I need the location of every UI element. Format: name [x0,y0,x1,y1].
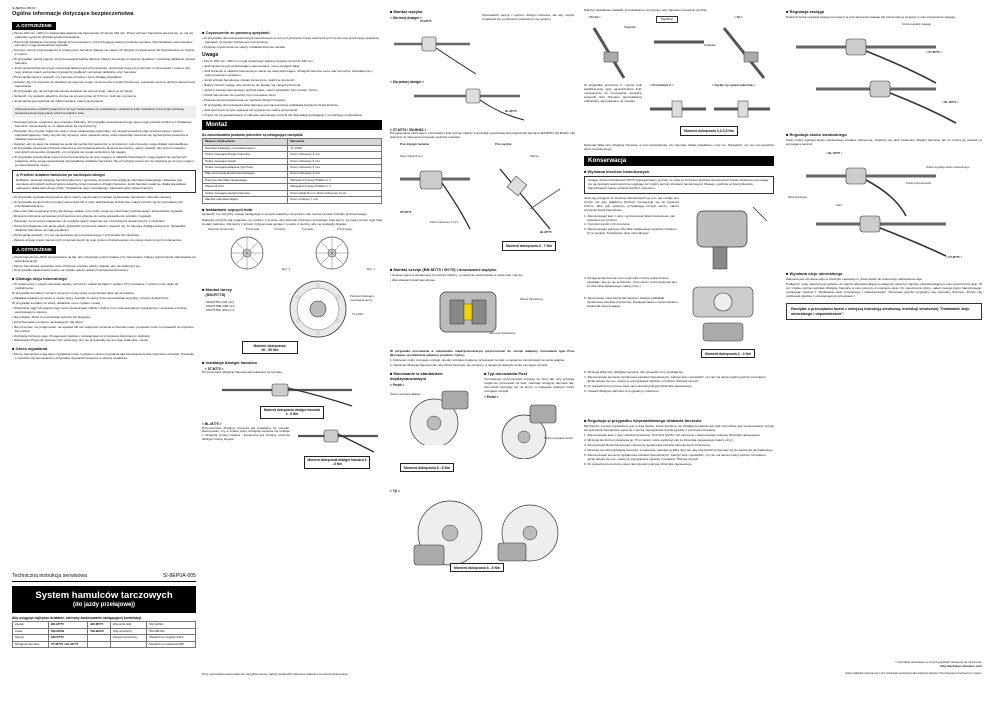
hose-sub-heading: < ST-M776 / SM-BH63 > [390,127,427,132]
list-item: • Przechowywać w miejscu niedostępnym dla dzieci. [12,319,84,324]
table-cell: Śruba mocująca wężyka hamulca [203,190,288,196]
table-cell [110,641,147,647]
figure-label: Kierunek obrotu koła [208,227,234,232]
disc-heading: ■ Montaż tarczy (SM-RT78) [202,287,232,298]
figure-label: Przód koła [246,227,260,232]
figure-label: Klucz płaski 8 mm [400,154,423,159]
warning-icon: ⚠ [16,173,20,178]
hose-fitting-icon [390,149,570,239]
brake-lever-icon [202,376,382,408]
oil-change-text: Zalecana jest wymiana oleju w zbiorniku zapasowym, jeżeli doszło do znacznego odbarwienia oleju. [786,276,923,281]
disc-models [206,301,235,312]
footer [786,661,982,675]
list-item: • Jeżeli szczęki hamulcowe zostały zamoczone, należy je wymienić. [202,78,295,83]
disc-caliper-icon [484,399,574,459]
intl-figure [390,387,478,445]
list-item: • Jeżeli tarcza jest pęknięta lub zdeformowana, należy ją wymienić. [12,98,104,103]
spoke-diagram-icon [202,233,382,273]
table-cell: SM-HANG [147,622,196,628]
table-cell: BR-M775 [88,622,110,628]
figure-label: Śruba regulacji zasięgu [902,22,932,27]
list-item: 2. Wcisnąć tłoczki bez obracania go. (Tym razem może wypłynąć olej ze zbiornika zapasowego należy użyć.) [584,438,734,442]
list-item: • Szczęki i tarcza rozgrzewają się w czasie pracy hamulca, dlatego nie należy ich dotykać w czasie jazdy lub bezpośrednio po zejściu z roweru. [12,48,195,57]
list-item: • Tarcze 203 mm i 180 mm zapewniają większą siłę hamowania niż tarcze 160 mm. Przed użyciem hamulców upewnij się, że ma się całkowite wyczucie charakterystyki hamowania. [12,30,194,39]
figure-label: BL-M775 [505,108,517,113]
spoke-text: Sprawdź, czy szprychy zostały naciągnięte w sposób pokazany na rysunku. Nie można używać montażu promieniowego. [202,212,368,217]
burn-in-heading: ■ Okres wypalania [12,346,48,352]
table-cell: Klucz imbusowy 5 mm [288,158,382,164]
figure-label: Przód piasty [337,227,353,232]
list-item: SM-RT78S (160 mm) [206,307,235,312]
list-item: 3. Zamontować klocki hamulcowe i elementy dystansowe klocków hamulcowych (czerwone). [584,442,711,447]
cable-guide-figure [646,84,774,140]
list-item: • Nie połykać. Może to powodować wymioty lub biegunkę. [12,314,92,319]
list-item: 6. Wcisnąć kilka razy dźwignię hamulca, aby sprawdzić czy uzyskała się. [584,370,684,375]
torque-box: Moment dokręcania 6 - 8 Nm [400,463,454,472]
caliper-icon [410,284,530,348]
table-cell: Wspornik linki [203,184,288,190]
page-title: Ogólne informacje dotyczące bezpieczeństwa [12,10,134,17]
list-item: • W przypadku mokrej pogody, drogi hamowania będzie dłuższa. Należy wcześniej zmniejszyć prędkość i wcześniej delikatnie używać hamulca. [12,57,196,66]
column-safety [12,7,196,567]
table-row [203,197,382,203]
list-item: • W czasie pracy z olejem stosować okulary ochronne i unikać kontaktu z oczami. Przy kontakcie z oczami może dojść do podrażnienia. [12,282,179,290]
table-cell: Metaliczna metalowa M06 [147,641,196,647]
figure-label: TL-LR15 [352,312,363,317]
figure-label: Nakładka [704,43,716,48]
list-item: • Zawsze używaj części zamiennych przeznaczonych do tego systemu hamulcowego; nie stosuj części innych producentów. [12,238,182,243]
list-item: SM-RT78L (203 mm) [206,300,235,305]
lever-hose-icon [390,24,480,80]
hose-text: Wprowadzić wężyk z wężem dźwigni hamulca, tak aby wężyk znajdował się w położeniu pokazanym na rysunku. [482,12,574,21]
uwaga-heading: Uwaga [202,52,219,59]
table-cell: Pierścień blokujący mocowania tarczy [203,145,288,151]
lever-hose-icon [410,84,530,124]
figure-label: < ST-M775 > [926,50,943,55]
figure-label: Punkt styku klocków [906,181,932,186]
list-item: 6. Po sprawdzeniu poziomu oleju zamontować pokrywę zbiornika zapasowego. [584,461,693,466]
column-hose [390,9,575,694]
table-cell: Klucz płaski 8 mm / klucz imbusowy 3 mm [288,190,382,196]
footer-url: http://techdocs.shimano.com [940,663,982,668]
table-cell [88,641,110,647]
list-item: • Jeżeli w zacisku hamulcowym słychać hałas, należy sprawdzić stan szczęk i tarczy. [202,88,319,93]
fork-frame-icon [584,22,774,82]
table-cell: Śruba mocująca dźwigni hamulca [203,152,288,158]
list-item: • W przypadku wystąpienia wycieków płynu należy natychmiast przerwać użytkowanie hamulców i dokonać naprawy. [12,195,172,200]
torque-box: Moment dokręcania dźwigni hamulca 6 - 8 Nm [304,456,370,469]
tools-table [202,138,382,203]
footer-text: * Instrukcje serwisowe w innych językach dostępne są na stronie: [895,660,982,664]
table-cell: Wkrętak krzyżowy Phillips nr 1 [288,177,382,183]
table-cell: Zacisk [13,622,49,628]
title-block [12,573,196,693]
list-item: 2. Nacisnąć dźwignię hamulca tak, aby klocki zacisnęły się na tarczy, a następnie dokręcić śruby mocujące szczęki. [390,363,548,368]
warning-heading: ⚠ OSTRZEŻENIE [12,22,56,30]
table-cell: TL-LR15 [288,145,382,151]
table-cell: SM-DB-OIL [147,628,196,634]
table-header: Miejsce użytkowania [203,139,288,145]
reach-heading: ■ Regulacja zasięgu [786,9,825,14]
figure-label: Element dystansowy [490,330,516,335]
list-item: • Wdychanie mgły lub oparów oleju może spowodować mdłości. Zakryć nos i usta specjalnym respiratorem i stosować w dobrze wentylowanym miejscu. [12,305,187,314]
list-item: • Przed przystąpieniem do jazdy należy sprawdzić szczelność układu i upewnić się, że hamulce działają skutecznie. Sprawdzić działanie hamulców na małej prędkości. [12,224,186,233]
torque-box: Moment dokręcania 2 - 4 Nm [701,349,755,358]
figure-label: < BL-M775 > [942,100,959,105]
montaz-heading: Montaż [202,120,382,130]
torque-box: Moment dokręcania: 40 - 50 Nm [242,341,298,354]
lever-action-box [12,170,196,193]
figure-label: Śruba mocująca zacisk [544,436,573,441]
tools-heading: Do zamontowania produktu potrzebne są następujące narzędzia. [202,132,304,137]
intl-heading: ■ Mocowanie w standardzie międzynarodowym [390,371,443,382]
mineral-oil-heading: ■ Obsługa oleju mineralnego [12,276,67,282]
table-header: Narzędzie [288,139,382,145]
figure-label: Śruba regulacji skoku swobodnego [926,165,970,170]
note-box: Zabezpieczenie szybkich połączeń musi być zamocowane po prawidłowym ustawieniu koła. Dokładnie przeczytaj instrukcję serwisową dotyczącą piasty przed montażem koła. [12,106,196,118]
list-item: • Przeczytaj dokładnie instrukcję obsługi przed montażem i przestrzegaj jej zaleceń podczas montażu. Nieprawidłowo zamontowane elementy mogą spowodować wypadek. [12,39,193,48]
spoke-text-2: Najlepiej szprychy jak pokazano na rysunku 1 poniżej, aby kierunek przesuwu przedniego koła tarczy, po lewej stronie tego koła zostały założone. Dla tarczy z przodu i tylnego koła wynika z rysunku 2 poniżej, aby nie wystąpiły drgania. [202,217,382,226]
list-item: 7. Zdemontować elementy dystansowe klocków hamulcowych, założyć koło i sprawdzić, czy nie ma tarcia między tarczą i szczękami. Jeżeli dotyka się one, należy je wyregulować zgodnie z punktem "Montaż szczęk". [584,375,767,384]
pads-heading: ■ Wymiana klocków hamulcowych [584,169,650,175]
list-item: • Zakładać rękawice gumowe w czasie pracy. Kontakt ze skórą może spowodować wysypkę i uczucie dyskomfortu. [12,295,170,300]
piston-adjust-heading: ■ Regulacja w przypadku nieprawidłowego działania tłoczków [584,418,702,424]
spoke-heading: ■ Nakładanie szprych koła [202,206,252,212]
rear-figure [390,493,575,583]
pad-removal-icon [683,197,773,277]
list-item: 9. Ustawić dźwignię hamulca w oryginalnym położeniu. [584,389,660,394]
mineral-oil-list [12,283,196,343]
tech-label: Techniczna instrukcja serwisowa [12,573,87,579]
list-item: • Zamontować klocki hamulcowe. [390,277,436,282]
rear-caliper-icon [390,493,570,573]
bottom-text: Przy mocowaniu elementów do ramy/kierownicy należy sprawdzić zalecane wartości momentu dokręcania. [202,672,349,676]
list-item: • Usunąć element dystansowy (w kolorze żółtym), a następnie zamontować w ramie koło i tarczę. [390,273,523,278]
hose-right-label: < Dla prawej dźwigni > [390,79,425,84]
list-item: • Wskazówki: Pojemnik powinien być zamknięty, aby nie przedostały się do niego ciała obce i woda. [12,338,149,343]
disc-section [202,279,382,357]
pad-install-figure [683,277,773,367]
list-item: W przypadku kontaktu ze skórą, dokładnie umyć mydłem i wodą. [12,300,101,305]
tech-code: SI-8EP0A-005 [162,573,196,579]
column-maintenance [584,9,774,694]
cable-guide-icon [646,89,774,129]
list-item: • Należy zwrócić uwagę, aby na tarczę nie dostały się zanieczyszczenia. [202,83,302,88]
uwaga-box: Uwaga: System hamulcowy M775 zaprojektowany jest tak, że wraz ze zużyciem klocków hamulcowych tłoczki stopniowo wysuwają się na zewnątrz automatycznie regulując luz między tarczą i klockami hamulcowymi. Dlatego, podczas wymiany klocków hamulcowych należy wcisnąć tłoczki z powrotem. [584,176,774,194]
figure-label: ST-M775 [400,210,412,215]
box-heading: Przednie działanie hamulców po naciśnięciu dźwigni [19,173,105,178]
figure-label: ST-M775 [420,18,432,23]
post-figure [484,399,574,459]
list-item: 5. Zamocować nowe klocki hamulcowe i założyć podkładki dystansowe klocków (czerwone). Pamiętać także o zamontowaniu zawleczki sprężynującej. [584,296,678,309]
lever-reach-icon [786,27,982,127]
list-item: • Nie przecinać, nie podgrzewać, nie spawać lub nie zwiększać ciśnienia w zbiorniku oleju, ponieważ może to prowadzić do wybuchu lub pożaru. [12,324,194,333]
table-cell: Linka [13,628,49,634]
main-title: System hamulców tarczowych [35,589,173,601]
cable-figure [584,14,774,84]
uwaga-list [202,60,382,117]
table-cell: Pokrywa zbiornika zapasowego [203,177,288,183]
hose-nut-figure [390,141,575,259]
hose-heading: ■ Montaż wężyka [390,9,423,14]
figure-label: < Tył > [734,15,743,20]
figure-label: Rys. 1 [282,267,290,272]
lever-model: < ST-M775 > [205,366,224,371]
caliper-heading: ■ Montaż szczęk (BR-M775 / M775) i mocowanie wężyka. [390,267,497,273]
pad-removal-figure [683,197,773,277]
list-item: • Tarcze 203 mm i 180 mm mogą wykazywać większe drgania niż tarcze 160 mm. [202,59,314,64]
lever-figure [202,376,382,416]
piston-adjust-text: Mechanizm szczęk wyposażony jest w dwa tłoczki. Jeżeli tłoczki te nie działają poprawnie lub jeśli niemożliwe jest zamontowanie szczęk lub jeśli klocki hamulcowe styka się z tarczą, wyregulować tłoczki zgodnie z poniższą procedurą. [584,423,774,432]
list-item: W przypadku kontaktu z oczami, przemyć czystą wodą i natychmiast udać się do lekarza. [12,290,135,295]
warning-list-3 [12,196,196,243]
figure-label: Klocek hamulcowy [520,296,544,301]
list-item: 2. Oczyścić tłoczki i ich otoczenie. [584,222,631,227]
list-item: 3. Zdemontować pokrywę zbiornika zapasowego zgodnie z krokiem (1) w punkcie "Dodawanie oleju mineralnego". [584,227,677,236]
list-item: 1. Zdemontować koło z ramy i wymontować klocki hamulcowe, jak pokazano na rysunku. [584,213,675,222]
list-item: • Uważać, aby do oleju nie dostała się woda lub pęcherzyki powietrza, w przeciwnym razie hamulce mogą działać nieprawidłowo. [12,141,189,146]
table-cell: Śruba mocująca adaptera (typ Post) [203,165,288,171]
table-cell: Śruba mocująca zacisk [203,158,288,164]
lever-model-2: < BL-M775 > [202,422,222,427]
list-item: • Przed jazdą sprawdź, czy nie ma wycieków płynu hamulcowego z przewodów lub zacisków. [12,233,140,238]
list-item: 1. Dokręcać śruby mocujące szczęki, tak aby szczęka mogła się przesuwać na boki, a następnie zamontować na ramie adapter. [390,358,566,363]
figure-label: Prze wężyka [495,142,512,147]
figure-label: < BL-M775 > [826,151,843,156]
oil-change-text-2: Podłączyć rurkę zakończoną workiem do złączki odpowietrzającej a następnie otworzyć złączkę odpowietrzającą w celu spuszczenia oleju. W tym czasie można naciskać dźwignię hamulca w celu pomocy w usunięciu oleju. Po spuszczeniu płynu, nalać nowego płynu hamulcowego, postępując zgodnie z "Dodawanie oleju mineralnego i odpowietrzanie". (Stosować jedynie oryginalny olej mineralny Shimano. Zużyty olej utylizować zgodnie z obowiązującymi przepisami.) [786,282,982,298]
figure-label: Wężyk [530,154,539,159]
figure-label: BL-M775 [540,230,552,235]
figure-label: < Zwykły typ ogranicznika linki > [712,83,756,88]
list-item: • Podczas demontowania koła nie naciskać dźwigni hamulca. [202,97,286,102]
lever-text-2: Przymocować dźwignię hamulca jak pokazano na rysunku. Zamocować, czy w czasie pracy dźwignia hamulca nie koliduje z dźwignią zmiany biegów i konieczna jest zmiana, ułożenie dźwigni zmiany biegów. [202,425,290,442]
post-heading: ■ Typ mocowania Post [484,371,528,377]
warning-list-2 [12,121,196,168]
table-cell: SM-RT76 [48,635,87,641]
figure-label: Nakładka [624,25,636,30]
adapter-text: W przypadku mocowania w standardzie międzynarodowym przymocować do szczęk adaptery mocowania typu Post. (Dostępne są oddzielnie adaptery przednie i tylne.) [390,348,575,357]
list-item: • Klocki hamulcowe A01S zamontowane są tak, aby zwiększały poziom hałasu przy hamowaniu. Należy wybrać klocki odpowiednie do warunków jazdy. [12,254,196,263]
post-text: Tymczasowo przymocować szczękę do ramy tak, aby szczęka mogła się przesuwać na boki, nacisnąć dźwignię hamulca tak, aby klocki zacisnęły się na tarczy, a następnie dokręcić śruby mocujące szczęki. [484,376,574,393]
title-banner [12,586,196,614]
list-item: 8. Po sprawdzeniu poziomu oleju zamontować pokrywę zbiornika zapasowego. [584,384,693,389]
intl-rear-label: < Tył > [390,489,400,494]
warning-heading-2: ⚠ OSTRZEŻENIE [12,246,56,254]
list-item: • W przypadku zawieszania roweru na stojaku należy unikać przechylania kierownicy. [12,268,129,273]
torque-box: Moment dokręcania dźwigni hamulca 6 - 8 Nm [260,406,324,419]
list-item: • Stosować jedynie oryginalny olej mineralny Shimano. W przypadku stosowania innego oleju mogą powstać problemy z działaniem hamulca i spowodować to, że układ stanie się nieużyteczny. [12,119,193,128]
lever-heading: ■ Instalacja dźwigni hamulca [202,360,257,366]
list-item: 1. Zdemontować koło z ramy i klocki hamulcowe. Oczyścić tłoczki i ich otoczenie i zdemontować pokrywę zbiornika zapasowego. [584,433,761,438]
list-item: • Przed jazdą zawsze sprawdź, czy hamulce przednie i tylne działają prawidłowo. [12,75,123,80]
table-cell: Klucz imbusowy 4 mm [288,152,382,158]
table-cell: Metaliczna (zwykła) A01S [147,635,196,641]
table-cell: Złączka odpowietrzająca [203,197,288,203]
document-code: SI-8EP0A-005-03 [12,7,36,10]
list-item: • Jeżeli powierzchnia drogi jest mokra koła łatwiej tracą przyczepność. Jeżeli koła tracą przyczepność, można upaść z roweru. Aby tego uniknąć należy wcześniej zmniejszyć prędkość i wcześniej delikatnie użyć hamulca. [12,66,191,75]
top-text: Nałożyć dodatkowe nakładki, przedstawione na rysunku, aby zapobiec luzowaniu się linki. [584,9,708,12]
free-stroke-text: Kiedy śruba regulacji skoku swobodnego zostanie dokręcona, zwiększy się skok swobodny dźwigni hamulca, tak że można go ustawić na wymaganą wartość. [786,137,982,146]
free-stroke-icon [786,156,982,266]
figure-label: Skok swobodny [788,195,808,200]
list-item: 4. Wciągnąć tłoczek tak mocno jak tylko można, jednocześnie uważając, aby go nie przekręcić. (Tym razem może wypłynąć olej ze zbiornika zapasowego należy użyć.) [584,276,677,289]
table-cell: ST-M775 / BL-M775 [48,641,87,647]
list-item: • W przypadku skracania przewodu hamulca w celu dopasowania do długości kierownicy, należy uważać, aby przed montażem wszystkich elementów sprawdzić, czy przewód nie został uszkodzony lub zagięty. [12,146,186,155]
hose-text-2: Przygotowanie informacji o montowaniu linki można znaleźć w instrukcji serwisowej dotyczącej linki hamulca SM-BH63 (SI-8HA0). Nie dopuścić do skręcenia przewodu podczas montażu. [390,131,575,139]
torque-row [390,459,575,489]
list-item: • W przypadku konieczności wymiany elementów lub w razie jakichkolwiek problemów, należy zwrócić się do sprzedawcy lub przedstawiciela firmy. [12,200,183,209]
warning-list-1 [12,32,196,104]
hose-figure-right [390,84,575,128]
disc-rotor-icon [284,279,354,341]
list-item: • Niniejsza instrukcja serwisowa przeznaczona jest głównie do celów sprawdzenia montażu i regulacji. [12,214,152,219]
figure-label: Prze dźwigni hamulca [400,142,430,147]
stabilizer-text: W przypadku procesów C i typów rurki stabilizacyjnej (gdy ograniczników linki, usztywnienie do mocowania specjalny wspornik linki Shimano (sprzedawany oddzielnie), jak pokazano na rysunku. [584,83,642,104]
figure-label: Klucz imbusowy 3 mm [430,220,458,225]
piston-icon [683,277,773,347]
torque-box: Moment dokręcania 6 - 8 Nm [450,563,504,572]
combination-table [12,621,196,648]
figure-label: Śruba mocująca adapter [390,392,421,397]
table-cell: Klucz imbusowy 5 mm [288,165,382,171]
column-install [202,30,382,695]
warning-list-4 [12,256,196,274]
list-item: • Jeśli zacisk nie jest wystarczająco zamocowany, może wystąpić hałas. [202,64,301,69]
figure-label: Start [836,203,842,208]
free-stroke-heading: ■ Regulacja skoku swobodnego [786,132,847,138]
torque-box: Moment dokręcania 0,3-0,5 Nm [680,126,738,135]
torque-box: Moment dokręcania 5 - 7 Nm [502,241,556,250]
list-item: 4. Wcisnąć do końca dźwignię hamulca, a następnie naciskać ją kilka razy tak, aby oba tłoczki przesunęły się do położenia początkowego. [584,447,774,452]
list-item: • Utylizacja zużytego oleju: Postępować zgodnie z obowiązującymi przepisami dotyczącymi utylizacji. [12,333,151,338]
table-cell: BR-M775 [48,622,87,628]
figure-label: < ST-M775 > [946,255,963,260]
footer-note: Należy dokładnie zapoznać się z tymi instrukcjami serwisowymi dla uniknięcia zagrożeń. Przechowywać w bezpiecznym miejscu. [845,671,982,675]
spoke-figure [202,228,382,276]
figure-label: < Prowadnica C > [650,83,674,88]
list-item: • Tarcze hamulcowe mają okres wypalania i wraz z upływem okresu wypalania siła hamowania będzie stopniowo wzrastać. Pamiętać o wzroście siły hamowania w przypadku używania hamulców w okresie wypalania. [12,352,194,360]
list-item: 5. Zdemontować elementy dystansowe klocków hamulcowych, założyć koło i sprawdzić, czy nie ma tarcia między tarczą i szczękami. Jeżeli dotyka się one, należy je wyregulować zgodnie z punktem "Montaż szczęk". [584,452,767,461]
list-item: • Uważać, aby nie dopuścić do dostania się oleju lub smaru na tarczę lub szczęki hamulcowe, ponieważ może to obniżyć skuteczność hamowania. [12,80,196,89]
brake-lever-icon [294,422,382,456]
check-text: Nacisnąć kilka razy dźwignię hamulca, w celu sprawdzenia, czy hamulec działa prawidłowo i czy nie. Sprawdzić, czy nie ma wycieków płynu hamulcowego. [584,143,774,152]
konserwacja-heading: Konserwacja [584,156,774,166]
list-item: • Pamiętać, aby używać wyłącznie oleju z nowo otwieranego pojemnika i nie używać ponownie oleju spuszczonego z zaworu odpowietrzającego. Stary olej lub olej używany może zawierać wodę, która spowoduje tworzenie się pęcherzyków powietrza w układzie hamulcowym. [12,128,188,141]
list-item: SM-RT78M (180 mm) [206,303,235,308]
warning-icon: ⚠ [16,22,22,28]
list-item: • Jeśli tarcza jest zużyta, pęknięta lub wypaczona, należy ją wymienić. [202,107,299,112]
table-cell: SM-BH63 [88,628,110,634]
box-text: Dokładne nacisnąć dźwignię hamulca kilka razy i pozostaw, aż pęcherzyki wyjdą do zbiornika zapasowego. Zalecane jest usunięcie wszystkich pęcherzyków powietrza przed montażem dźwigni hamulca. Jeżeli hamulec nadal nie działa prawidłowo, odpowietrz układ hamulcowy (Patrz "Dodawanie oleju mineralnego i odpowietrzanie (spuszczanie)"). [16,177,188,190]
table-cell: Klocek hamulcowy [110,635,147,641]
table-cell: Tarcza [13,635,49,641]
warning-icon: ⚠ [16,247,22,252]
table-cell: Wspornik linki [110,622,147,628]
list-item: • Pamiętać, że przed przystąpieniem do regulacji należy zapoznać się z instrukcjami dostarczonymi z częściami. [12,219,166,224]
table-cell: Olej mineralny [110,628,147,634]
figure-label: Tył piasty [302,227,314,232]
table-cell: Dźwignia hamulca [13,641,49,647]
list-item: • W przypadku przechylania roweru lub przewracania go do góry nogami, w układzie hamulcowym mogą pojawić się pęcherzyki powietrza, które mogą spowodować nieprawidłowe działanie hamulców. Nie przechylaj roweru ani nie odwracaj go do góry nogami po zamontowaniu części. [12,155,194,168]
intl-front-label: < Przód > [390,382,405,387]
reach-text: Dokręcić śrubę regulacji zasięgu (w prawo) w celu skrócenia zasięgu lub poluzować ją (w lewo) w celu zwiększenia zasięgu. [786,14,956,19]
oil-change-heading: ■ Wymiana oleju mineralnego [786,271,843,277]
list-item: • W przypadku demontowania szczęk hamulcowych w celu oczyszczenia części wewnętrznych za pomocą sprężonego powietrza pamiętać, że korpus zacisku jest uszczelniony. [202,35,379,44]
figure-label: Tył tarczy [274,227,286,232]
care-heading: ■ Czyszczenie ze pomocą sprężarki [202,30,270,35]
list-item: • Zamontuj tylko oryginalne śruby dla danego układu. Inne śruby mogą się poluzować podczas jazdy i spowodować wypadek. [12,209,184,214]
free-stroke-figure [786,148,982,268]
list-item: • Klocki hamulcowe nie powinny być mocowane luźno. [202,93,277,98]
list-item: • Części nie są gwarantowane w zakresie naturalnego zużycia lub degradacji wynikającej z normalnego użytkowania. [202,112,363,117]
list-item: • Jeśli ciśnienie w układzie hamulcowym stanie się niewystarczające, dźwignia hamulca może stać się luźna; skontaktuj się z autoryzowanym serwisem. [202,69,373,78]
list-item: • W przypadku gdy na szczęki hamulcowe dostanie się olej lub smar, należy je wymienić. [12,89,134,93]
figure-label: Pierścień blokujący mocowania tarczy [350,294,374,302]
figure-label: Rys. 2 [367,267,375,272]
list-item: • Tarcze hamulcowe są bardzo ostre. Podczas montażu należy uważać, aby nie skaleczyć się. [12,263,141,268]
column-adjust [786,9,982,694]
list-item: • Podczas czyszczenia nie należy rozkładać korpusu zacisku. [202,44,287,49]
lever-text: Przymocować dźwignię hamulca jak pokazano na rysunku. [202,369,283,374]
table-cell: SM-BH59 [48,628,87,634]
pads-text: Jeśli olej przylgnie do klocków hamulcowych po tym, jak zostały one zużyte lub gdy okładzina klocków zmniejszyła się do grubości 0,5mm, albo gdy sprężyny przysłaniają szczęki tarczy, należy wymienić klocki hamulcowe. [584,196,679,213]
caliper-figure [390,284,575,350]
hose-left-label: < Dla lewej dźwigni > [390,15,422,20]
table-cell: Wał mocowania klocka hamulcowego [203,171,288,177]
lever-figure-2 [294,422,382,468]
remember-box: Pamiętać o przeczytaniu razem z niniejszą instrukcją serwisową, instrukcji serwisowej "Dodawanie oleju mineralnego i odpowietrzanie". [786,303,982,320]
reach-figure [786,21,982,129]
combo-title: Aby osiągnąć najlepsze działanie, zalecany zastosowanie następującej kombinacji. [12,616,142,621]
table-row [13,641,196,647]
post-front-label: < Przód > [484,395,499,400]
list-item: • W przypadku demontowania koła zalecane jest zamocowanie podkładek bezpieczeństwa klocków. [202,102,339,107]
table-cell: Klucz imbusowy 3 mm [288,171,382,177]
figure-label: < Przód > [588,15,601,20]
figure-label: Typ Post [656,16,678,23]
table-cell: Wkrętak krzyżowy Phillips nr 2 [288,184,382,190]
main-subtitle: (do jazdy przełajowej) [72,601,135,608]
table-cell: Klucz oczkowy 7 mm [288,197,382,203]
list-item: • Sprawdź, czy grubość okładziny szczęk nie wynosi mniej niż 0,5 mm. Jeśli tak, wymień je. [12,93,138,98]
